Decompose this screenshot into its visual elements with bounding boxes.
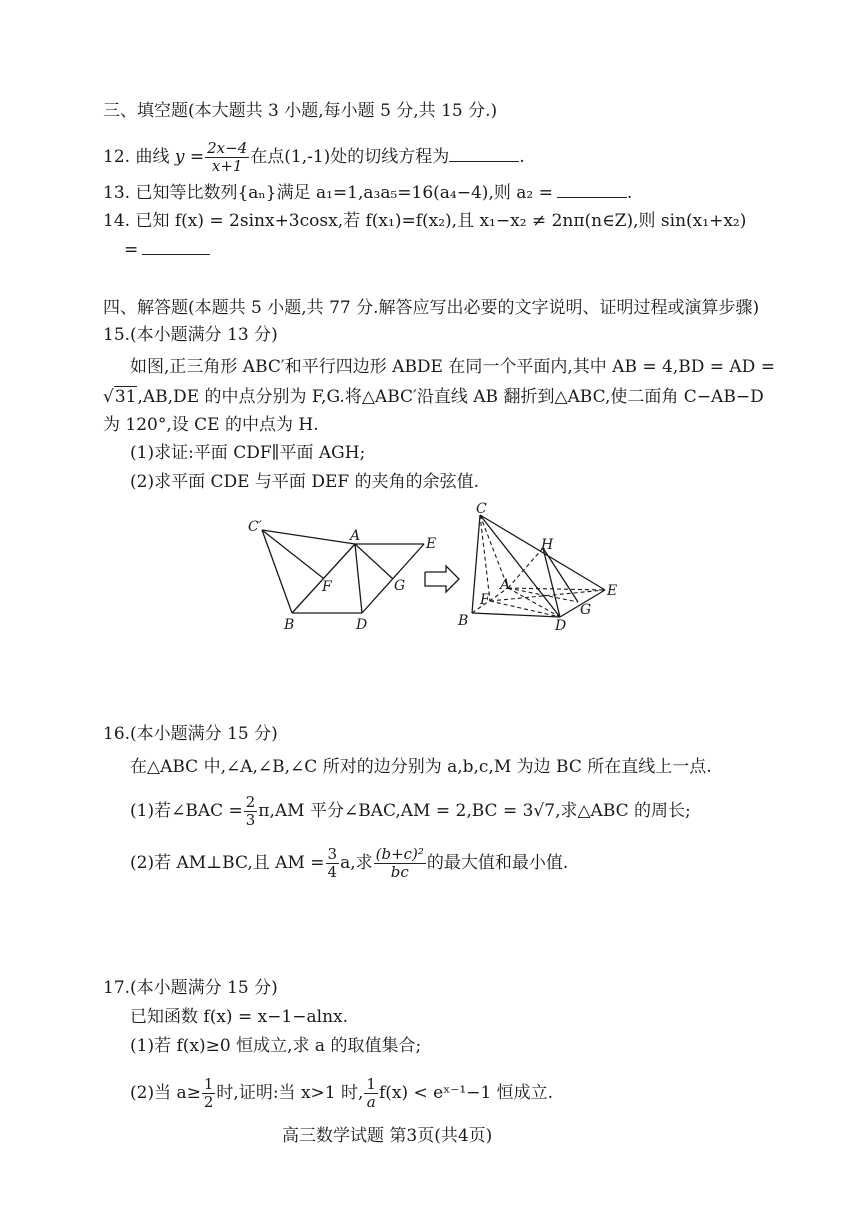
q16-s2-text-b: a,求 — [340, 853, 373, 873]
q14-text: 已知 f(x) = 2sinx+3cosx,若 f(x₁)=f(x₂),且 x₁−x₂ ≠ 2nπ(n∈Z),则 sin(x₁+x₂) — [135, 211, 747, 231]
label-h-2: H — [541, 537, 554, 553]
q16-title: 16.(本小题满分 15 分) — [103, 724, 278, 744]
q17-s2-text-a: (2)当 a≥ — [130, 1083, 201, 1103]
edge-a-e-2 — [508, 588, 605, 590]
sqrt-sign: √ — [103, 387, 114, 407]
q12-fraction-den: x+1 — [211, 157, 243, 175]
q16-s2-fraction-2-den: bc — [390, 863, 409, 881]
q13-number: 13. — [103, 183, 131, 203]
label-cprime: C′ — [248, 519, 262, 535]
q13-text: 已知等比数列{aₙ}满足 a₁=1,a₃a₅=16(a₄−4),则 a₂ = — [135, 183, 553, 203]
edge-a-d — [355, 544, 362, 613]
label-g-1: G — [394, 578, 406, 594]
edge-a-g — [355, 544, 393, 579]
q17-title: 17.(本小题满分 15 分) — [103, 978, 278, 998]
q12-text-1: 曲线 — [135, 147, 170, 167]
label-e-2: E — [607, 583, 618, 599]
q16-s2-text-a: (2)若 AM⊥BC,且 AM = — [130, 853, 325, 873]
edge-c-b — [472, 515, 480, 613]
q17-paragraph: 已知函数 f(x) = x−1−alnx. — [130, 1007, 349, 1027]
q16-s1-text-a: (1)若∠BAC = — [130, 801, 243, 821]
label-b-2: B — [458, 613, 469, 629]
label-f-1: F — [322, 579, 332, 595]
q16-s1-fraction — [244, 794, 258, 829]
q16-s2-fraction-1 — [326, 846, 340, 881]
fold-arrow-icon — [425, 566, 459, 592]
edge-a-h — [508, 548, 543, 588]
q15-title: 15.(本小题满分 13 分) — [103, 325, 278, 345]
q17-s2-fraction-2 — [364, 1076, 378, 1111]
q16-s1-fraction-num: 2 — [245, 793, 256, 811]
q16-s2-fraction-1-den: 4 — [327, 863, 338, 881]
q16-s2-text-c: 的最大值和最小值. — [426, 853, 569, 873]
q17-subquestion-2 — [130, 1076, 553, 1111]
q17-subquestion-1: (1)若 f(x)≥0 恒成立,求 a 的取值集合; — [130, 1036, 422, 1056]
label-d-2: D — [555, 618, 567, 634]
q17-s2-fraction-1-den: 2 — [203, 1093, 214, 1111]
q16-s2-fraction-2-num: (b+c)² — [375, 845, 424, 863]
q16-s2-fraction-2 — [374, 846, 426, 881]
q17-s2-fraction-1 — [202, 1076, 216, 1111]
q12-fraction-num: 2x−4 — [207, 139, 248, 157]
q12-lhs: y = — [174, 147, 205, 167]
label-b-1: B — [284, 617, 295, 633]
q14-equals: = — [124, 240, 139, 260]
q16-s1-text-b: π,AM 平分∠BAC,AM = 2,BC = 3√7,求△ABC 的周长; — [258, 801, 691, 821]
section3-heading: 三、填空题(本大题共 3 小题,每小题 5 分,共 15 分.) — [103, 101, 498, 121]
q17-s2-text-c: f(x) < eˣ⁻¹−1 恒成立. — [378, 1083, 554, 1103]
label-c-2: C — [476, 501, 487, 517]
label-e-1: E — [426, 536, 437, 552]
q17-s2-fraction-2-den: a — [366, 1093, 376, 1111]
q15-subquestion-2: (2)求平面 CDE 与平面 DEF 的夹角的余弦值. — [130, 472, 479, 492]
label-a-1: A — [350, 528, 361, 544]
q16-paragraph: 在△ABC 中,∠A,∠B,∠C 所对的边分别为 a,b,c,M 为边 BC 所在直线上一点. — [130, 757, 712, 777]
section4-heading: 四、解答题(本题共 5 小题,共 77 分.解答应写出必要的文字说明、证明过程或演算步骤) — [103, 298, 760, 318]
label-f-2: F — [480, 592, 490, 608]
q17-s2-fraction-1-num: 1 — [203, 1075, 214, 1093]
q14-number: 14. — [103, 211, 131, 231]
label-d-1: D — [356, 617, 368, 633]
q15-paragraph-line1: 如图,正三角形 ABC′和平行四边形 ABDE 在同一个平面内,其中 AB = 4,BD = AD = — [130, 357, 775, 377]
q12-text-2: 在点(1,-1)处的切线方程为 — [250, 147, 450, 167]
q15-subquestion-1: (1)求证:平面 CDF∥平面 AGH; — [130, 443, 366, 463]
q15-paragraph-line2-text: ,AB,DE 的中点分别为 F,G.将△ABC′沿直线 AB 翻折到△ABC,使二面角 C−AB−D — [137, 387, 764, 407]
edge-a-d-2 — [508, 588, 560, 617]
q16-subquestion-2 — [130, 846, 568, 881]
page-footer: 高三数学试题 第3页(共4页) — [282, 1126, 493, 1146]
q16-s2-fraction-1-num: 3 — [327, 845, 338, 863]
label-g-2: G — [580, 602, 592, 618]
edge-a-g-2 — [508, 588, 578, 602]
label-a-2: A — [500, 577, 511, 593]
q15-paragraph-line3: 为 120°,设 CE 的中点为 H. — [103, 415, 319, 435]
q17-s2-fraction-2-num: 1 — [366, 1075, 376, 1093]
q16-s1-fraction-den: 3 — [245, 811, 256, 829]
edge-c-f — [480, 515, 490, 601]
q12-end: . — [519, 147, 525, 167]
edge-cprime-a — [262, 530, 355, 544]
q12-number: 12. — [103, 147, 131, 167]
q13-end: . — [626, 183, 633, 203]
q16-subquestion-1 — [130, 794, 691, 829]
figure-planar — [262, 530, 424, 613]
q17-s2-text-b: 时,证明:当 x>1 时, — [216, 1083, 364, 1103]
sqrt-31-radicand: 31 — [114, 387, 137, 407]
